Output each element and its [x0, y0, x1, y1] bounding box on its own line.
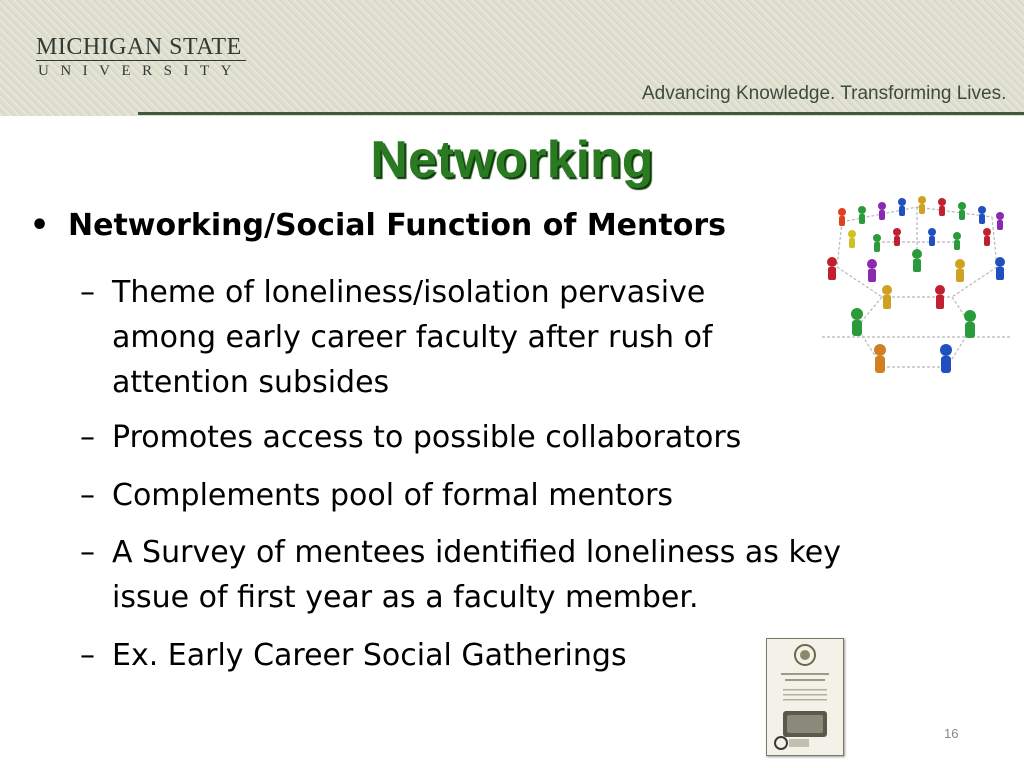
sub-item [80, 473, 900, 518]
dash-icon: – [80, 420, 95, 455]
dash-icon: – [80, 478, 95, 513]
sub-item-text: Promotes access to possible collaborators [112, 420, 742, 455]
booklet-cover-icon [767, 639, 843, 755]
slide-header [0, 0, 1024, 116]
logo-divider [36, 60, 246, 61]
booklet-thumbnail [766, 638, 844, 756]
sub-item-text: Ex. Early Career Social Gatherings [112, 638, 627, 673]
header-rule [138, 112, 1024, 115]
logo-line-2: UNIVERSITY [38, 63, 243, 79]
sub-item [80, 415, 900, 460]
tagline: Advancing Knowledge. Transforming Lives. [642, 83, 1007, 104]
sub-item-text: Theme of loneliness/isolation pervasive among early career faculty after rush of attention subsides [112, 275, 713, 400]
people-network-icon [822, 192, 1012, 387]
sub-item [80, 530, 900, 620]
bullet-text: Networking/Social Function of Mentors [68, 208, 726, 243]
logo-line-1: MICHIGAN STATE [36, 34, 242, 60]
dash-icon: – [80, 535, 95, 570]
dash-icon: – [80, 275, 95, 310]
dash-icon: – [80, 638, 95, 673]
bullet-icon: • [30, 208, 50, 243]
sub-item-text: A Survey of mentees identified loneliness as key issue of first year as a faculty member. [112, 535, 841, 615]
page-number: 16 [944, 726, 959, 741]
bullet-item [30, 208, 726, 243]
sub-item-text: Complements pool of formal mentors [112, 478, 674, 513]
slide-title: Networking [370, 131, 654, 189]
sub-item [80, 270, 790, 405]
